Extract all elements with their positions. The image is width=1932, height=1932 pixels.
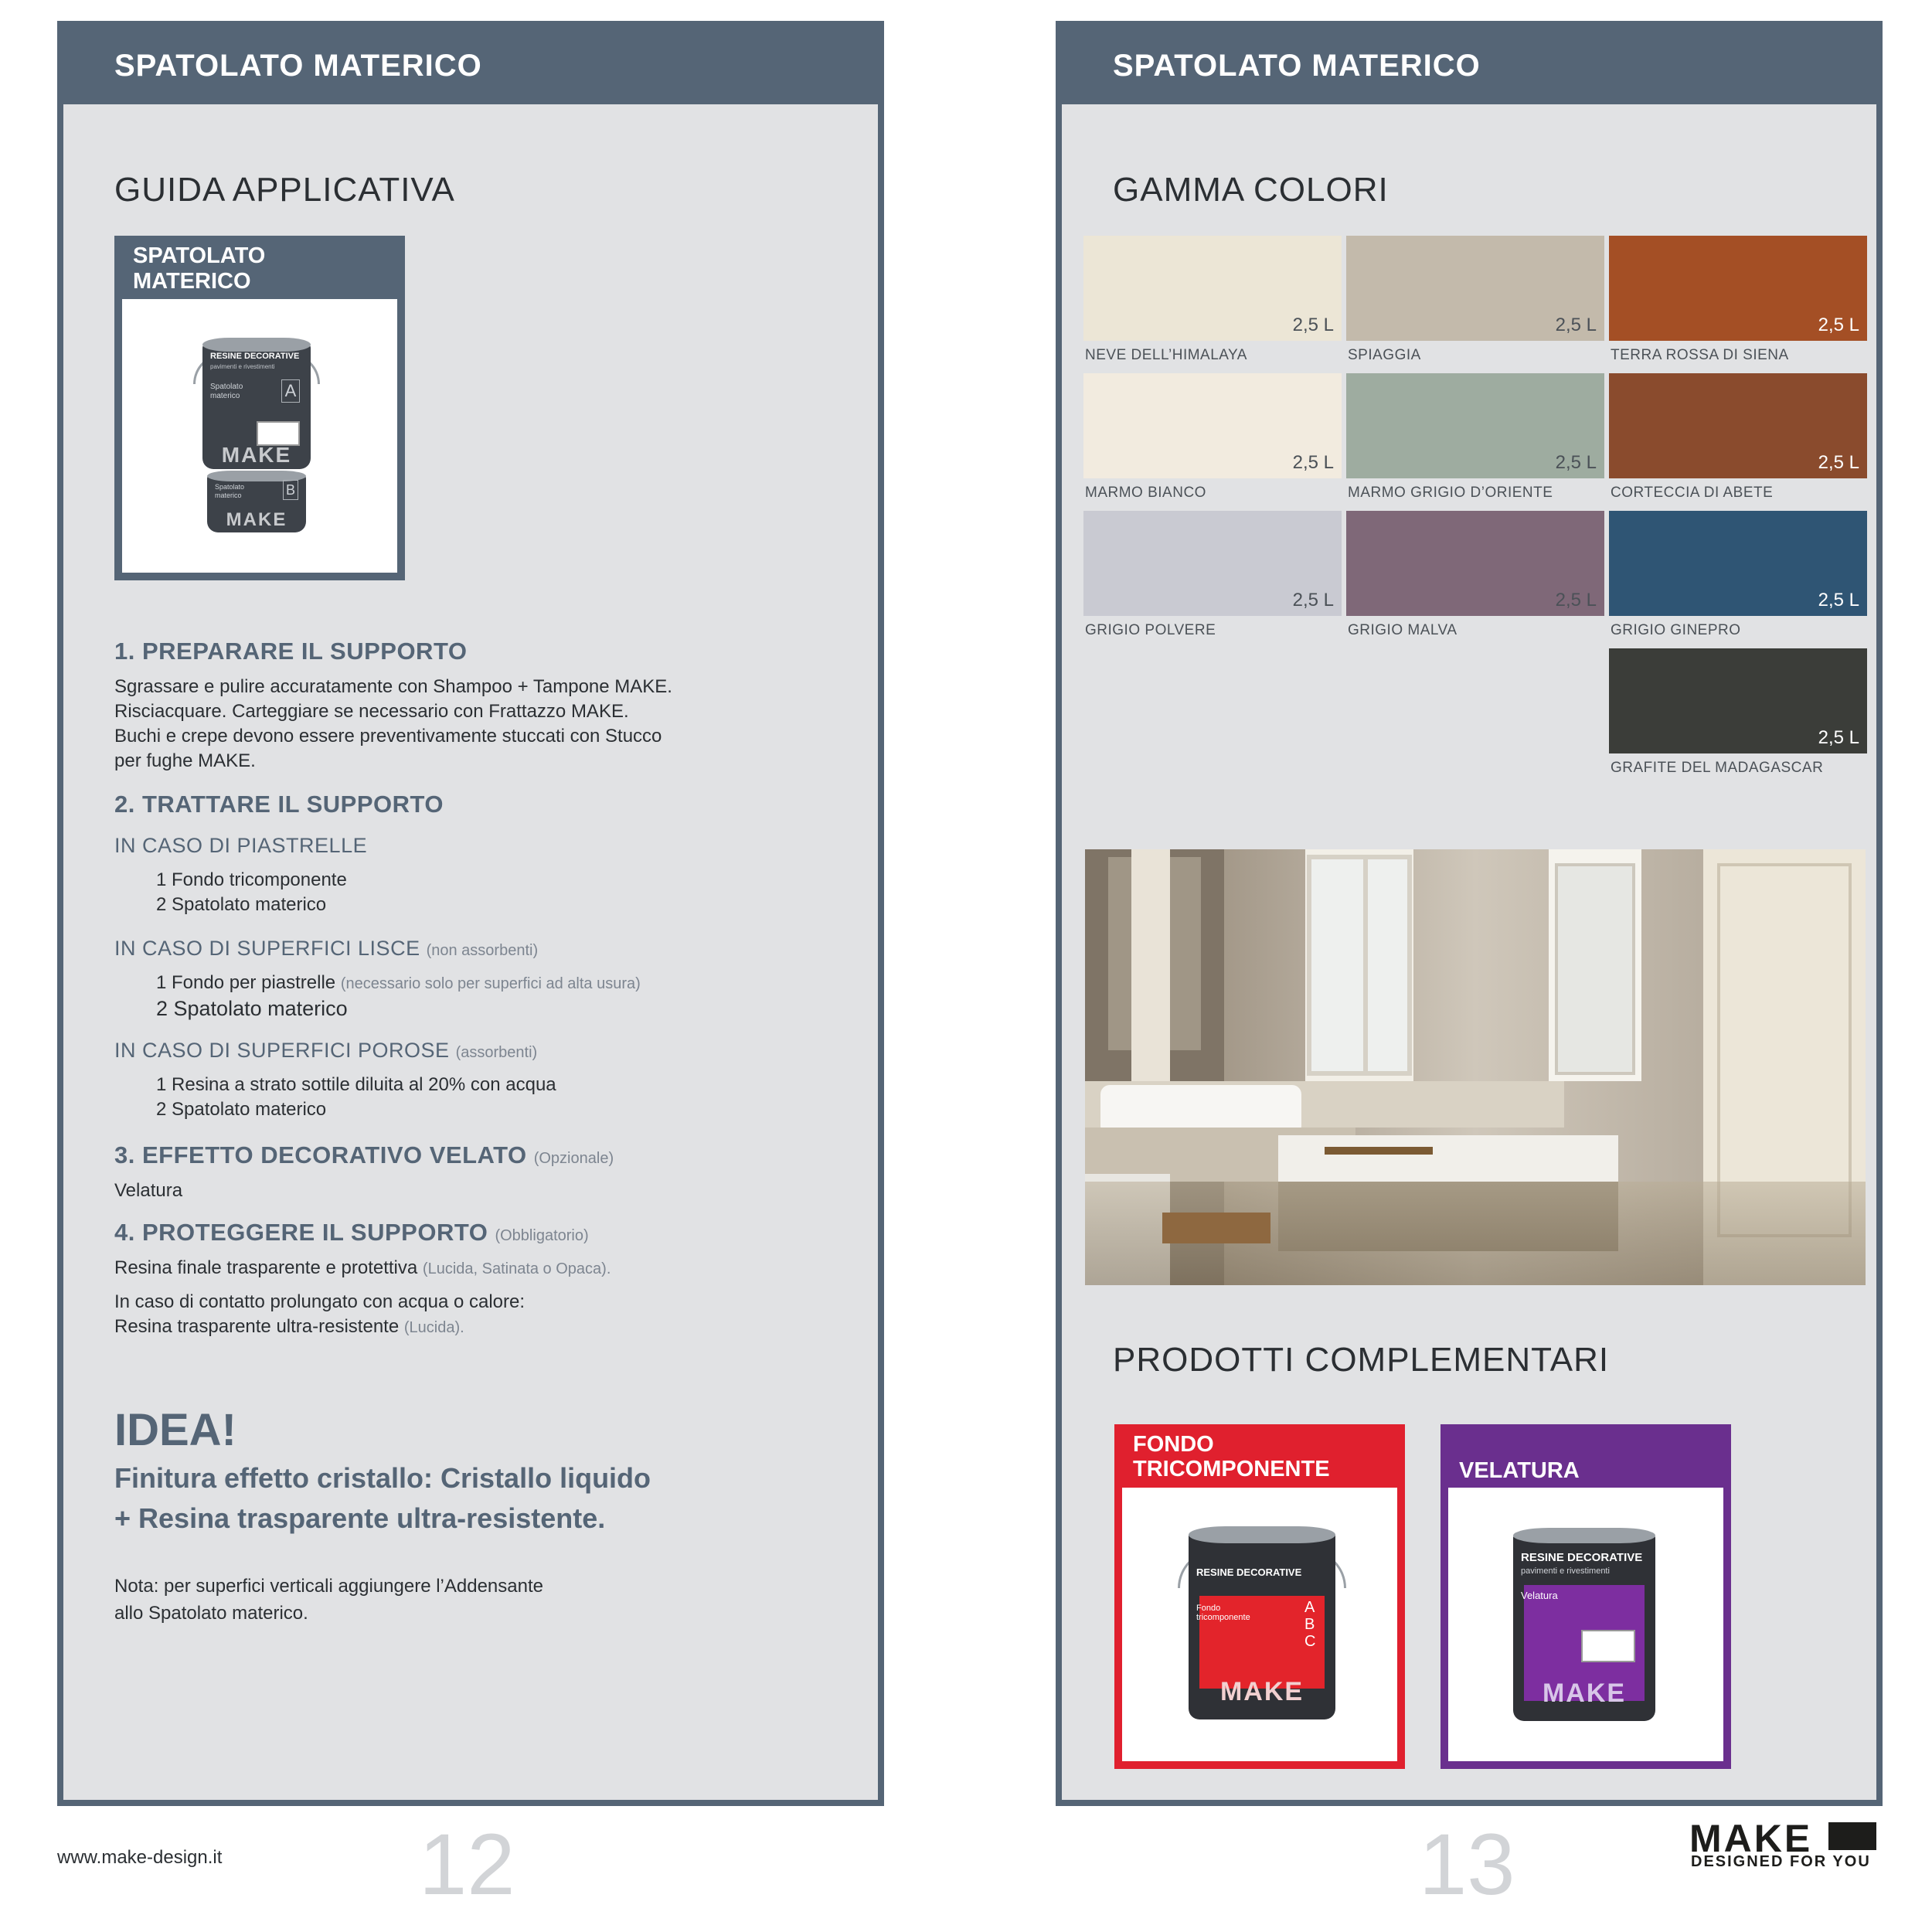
bucket-a-letter: A (281, 379, 300, 403)
step4-line2: In caso di contatto prolungato con acqua o calore: (114, 1291, 526, 1312)
case2-title (114, 937, 538, 961)
nota-line: allo Spatolato materico. (114, 1603, 308, 1624)
bucket-fondo-top-text: RESINE DECORATIVE (1196, 1566, 1302, 1578)
product-title-line2: MATERICO (133, 269, 251, 294)
swatch-volume: 2,5 L (1555, 452, 1597, 473)
bucket-fondo-letters: ABC (1304, 1599, 1316, 1650)
right-page-panel (1056, 21, 1883, 1806)
bucket-velatura-sub-text: pavimenti e rivestimenti (1521, 1566, 1610, 1576)
step3-note: (Opzionale) (533, 1150, 614, 1167)
color-swatch (1083, 373, 1342, 478)
bucket-a-brand: MAKE (221, 443, 292, 467)
bucket-fondo-name: Fondo tricomponente (1196, 1604, 1250, 1622)
step4-line1-text: Resina finale trasparente e protettiva (114, 1257, 418, 1278)
case1-item: 1 Fondo tricomponente (156, 869, 347, 890)
step4-line3-text: Resina trasparente ultra-resistente (114, 1316, 400, 1337)
case3-title (114, 1039, 537, 1063)
bucket-fondo-brand: MAKE (1219, 1677, 1304, 1706)
step4-line3-note: (Lucida). (403, 1319, 464, 1336)
step3-title-text: 3. EFFETTO DECORATIVO VELATO (114, 1141, 527, 1168)
bucket-velatura-brand: MAKE (1542, 1679, 1627, 1708)
swatch-name: GRIGIO POLVERE (1085, 622, 1216, 638)
nota-line: Nota: per superfici verticali aggiungere l’Addensante (114, 1576, 543, 1597)
case2-item (156, 972, 641, 994)
case2-note: (non assorbenti) (426, 942, 539, 959)
product-image-spatolato (122, 299, 397, 573)
swatch-name: CORTECCIA DI ABETE (1611, 485, 1774, 501)
case3-item: 1 Resina a strato sottile diluita al 20% con acqua (156, 1074, 556, 1095)
bucket-velatura-image (1513, 1528, 1655, 1721)
color-swatch (1609, 373, 1867, 478)
case2-item1-note: (necessario solo per superfici ad alta usura) (340, 975, 641, 992)
color-swatch (1346, 373, 1604, 478)
page-number-right: 13 (1419, 1816, 1515, 1913)
bucket-b-image (207, 471, 306, 532)
swatch-volume: 2,5 L (1555, 590, 1597, 611)
step1-line: Buchi e crepe devono essere preventivamente stuccati con Stucco (114, 726, 662, 747)
case3-title-text: IN CASO DI SUPERFICI POROSE (114, 1039, 450, 1062)
swatch-name: TERRA ROSSA DI SIENA (1611, 347, 1789, 363)
swatch-name: GRIGIO GINEPRO (1611, 622, 1741, 638)
case3-note: (assorbenti) (455, 1044, 538, 1061)
step4-line1 (114, 1256, 611, 1281)
left-header-title: SPATOLATO MATERICO (114, 49, 482, 83)
page-number-left: 12 (419, 1816, 515, 1913)
color-swatch (1346, 511, 1604, 616)
swatch-name: GRAFITE DEL MADAGASCAR (1611, 760, 1824, 776)
bucket-a-top-text: RESINE DECORATIVE (210, 352, 300, 361)
swatch-volume: 2,5 L (1555, 315, 1597, 335)
case1-item: 2 Spatolato materico (156, 894, 327, 915)
step4-title (114, 1219, 589, 1247)
step4-line3 (114, 1315, 464, 1340)
swatch-volume: 2,5 L (1292, 315, 1334, 335)
make-tagline: DESIGNED FOR YOU (1691, 1853, 1871, 1870)
section-title-gamma: GAMMA COLORI (1113, 171, 1389, 209)
bucket-fondo-image (1189, 1526, 1335, 1719)
product-image-fondo (1122, 1488, 1397, 1761)
step1-line: Risciacquare. Carteggiare se necessario con Frattazzo MAKE. (114, 701, 629, 722)
swatch-volume: 2,5 L (1818, 452, 1859, 473)
swatch-name: NEVE DELL’HIMALAYA (1085, 347, 1247, 363)
step4-line1-note: (Lucida, Satinata o Opaca). (422, 1260, 611, 1277)
step1-text (114, 675, 672, 774)
swatch-name: MARMO BIANCO (1085, 485, 1206, 501)
case2-title-text: IN CASO DI SUPERFICI LISCE (114, 937, 420, 960)
step1-title: 1. PREPARARE IL SUPPORTO (114, 638, 468, 665)
color-swatch (1609, 648, 1867, 753)
make-logo-block (1828, 1822, 1876, 1850)
step3-text: Velatura (114, 1180, 183, 1201)
step2-title: 2. TRATTARE IL SUPPORTO (114, 791, 444, 818)
swatch-volume: 2,5 L (1292, 590, 1334, 611)
step4-note: (Obbligatorio) (495, 1227, 589, 1244)
swatch-volume: 2,5 L (1818, 315, 1859, 335)
left-page-header (57, 21, 884, 104)
product-title-line1: SPATOLATO (133, 243, 266, 268)
bucket-a-image (202, 338, 311, 469)
product-image-velatura (1448, 1488, 1723, 1761)
case3-item: 2 Spatolato materico (156, 1099, 327, 1120)
left-page-panel (57, 21, 884, 1806)
right-header-title: SPATOLATO MATERICO (1113, 49, 1481, 83)
bucket-b-letter: B (283, 480, 298, 500)
footer-website-link[interactable]: www.make-design.it (57, 1847, 223, 1868)
swatch-name: SPIAGGIA (1348, 347, 1421, 363)
step1-line: per fughe MAKE. (114, 750, 256, 771)
idea-line: + Resina trasparente ultra-resistente. (114, 1502, 606, 1534)
product-box-velatura (1440, 1424, 1731, 1769)
case1-title: IN CASO DI PIASTRELLE (114, 834, 368, 857)
bucket-a-name: Spatolato materico (210, 383, 243, 400)
comp2-title: VELATURA (1459, 1458, 1580, 1483)
swatch-volume: 2,5 L (1292, 452, 1334, 473)
swatch-volume: 2,5 L (1818, 590, 1859, 611)
bucket-b-name: Spatolato materico (215, 483, 245, 499)
product-box-fondo-tricomponente (1114, 1424, 1405, 1769)
section-title-guida: GUIDA APPLICATIVA (114, 171, 455, 209)
idea-text (114, 1458, 856, 1539)
idea-heading: IDEA! (114, 1405, 236, 1455)
swatch-volume: 2,5 L (1818, 727, 1859, 748)
color-swatch (1083, 236, 1342, 341)
comp1-title-line2: TRICOMPONENTE (1133, 1457, 1330, 1481)
step4-title-text: 4. PROTEGGERE IL SUPPORTO (114, 1219, 488, 1246)
swatch-name: MARMO GRIGIO D’ORIENTE (1348, 485, 1553, 501)
swatch-name: GRIGIO MALVA (1348, 622, 1458, 638)
idea-line: Finitura effetto cristallo: Cristallo liquido (114, 1462, 651, 1494)
nota-text (114, 1573, 733, 1627)
left-page-body (63, 104, 878, 1800)
right-page-header (1056, 21, 1883, 104)
color-swatch (1346, 236, 1604, 341)
bucket-velatura-label (1581, 1630, 1635, 1662)
comp1-title-line1: FONDO (1133, 1432, 1214, 1457)
case2-item1-text: 1 Fondo per piastrelle (156, 972, 336, 993)
step3-title (114, 1141, 614, 1169)
product-box-spatolato (114, 236, 405, 580)
color-swatch (1609, 236, 1867, 341)
case2-item: 2 Spatolato materico (156, 997, 348, 1020)
step1-line: Sgrassare e pulire accuratamente con Shampoo + Tampone MAKE. (114, 676, 672, 697)
product-box-title (133, 243, 388, 294)
make-logo-word: MAKE (1689, 1817, 1813, 1860)
bucket-a-sub-text: pavimenti e rivestimenti (210, 363, 275, 370)
bucket-b-brand: MAKE (226, 509, 287, 530)
bucket-velatura-top-text: RESINE DECORATIVE (1521, 1551, 1643, 1564)
section-title-prodotti: PRODOTTI COMPLEMENTARI (1113, 1341, 1610, 1379)
color-swatch (1083, 511, 1342, 616)
right-page-body (1062, 104, 1876, 1800)
bathroom-photo (1085, 849, 1866, 1285)
bathroom-photo-illustration (1085, 849, 1866, 1285)
color-swatch (1609, 511, 1867, 616)
bucket-velatura-name: Velatura (1521, 1590, 1558, 1601)
comp1-title (1133, 1432, 1396, 1481)
